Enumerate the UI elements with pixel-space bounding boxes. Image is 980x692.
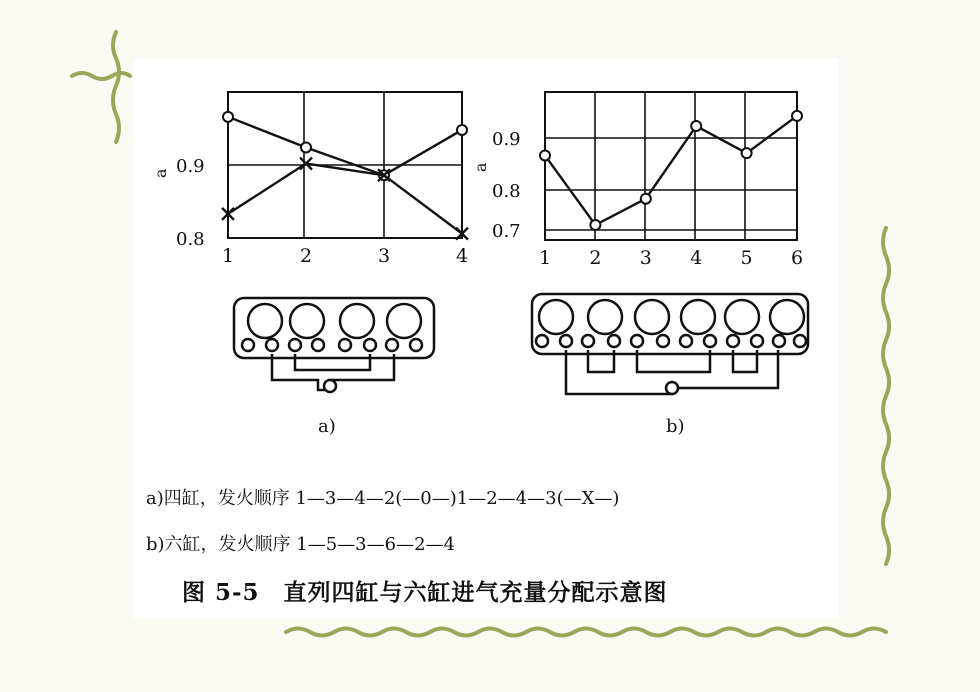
data-point-circle: [223, 112, 233, 122]
y-tick-label: 0.7: [492, 221, 521, 242]
valve-port: [386, 339, 398, 351]
data-point-circle: [742, 148, 752, 158]
y-tick-label: 0.8: [176, 229, 205, 250]
valve-port: [410, 339, 422, 351]
valve-port: [266, 339, 278, 351]
valve-port: [289, 339, 301, 351]
engine-block: [532, 294, 808, 354]
valve-port: [608, 335, 620, 347]
valve-port: [704, 335, 716, 347]
series-line: [228, 117, 462, 175]
chart-b-subplot-label: b): [666, 416, 685, 437]
cylinder-bore: [635, 300, 669, 334]
x-tick-label: 3: [639, 247, 652, 269]
cylinder-bore: [340, 304, 374, 338]
engine-a-schematic: [234, 298, 434, 392]
cylinder-bore: [770, 300, 804, 334]
data-point-circle: [457, 125, 467, 135]
data-point-circle: [641, 194, 651, 204]
data-point-circle: [691, 121, 701, 131]
x-tick-label: 6: [790, 247, 804, 269]
cylinder-bore: [248, 304, 282, 338]
x-tick-label: 1: [538, 247, 552, 269]
cylinder-bore: [290, 304, 324, 338]
x-tick-label: 1: [221, 245, 235, 267]
valve-port: [582, 335, 594, 347]
cylinder-bore: [725, 300, 759, 334]
series-line: [545, 116, 797, 225]
data-point-circle: [540, 150, 550, 160]
x-tick-label: 2: [299, 245, 313, 267]
caption-line-b: b)六缸，发火顺序 1—5—3—6—2—4: [146, 534, 455, 555]
valve-port: [364, 339, 376, 351]
cylinder-bore: [588, 300, 622, 334]
plot-frame: [545, 92, 797, 240]
valve-port: [560, 335, 572, 347]
valve-port: [773, 335, 785, 347]
valve-port: [312, 339, 324, 351]
x-tick-label: 4: [690, 247, 703, 269]
manifold-inlet: [666, 382, 678, 394]
valve-port: [339, 339, 351, 351]
chart-a: [151, 92, 468, 267]
cylinder-bore: [387, 304, 421, 338]
cylinder-bore: [539, 300, 573, 334]
valve-port: [657, 335, 669, 347]
engine-b-schematic: [532, 294, 808, 394]
caption-line-a: a)四缸，发火顺序 1—3—4—2(—0—)1—2—4—3(—X—): [146, 488, 620, 509]
valve-port: [242, 339, 254, 351]
y-axis-label: a: [151, 168, 170, 178]
figure-title: 图 5-5 直列四缸与六缸进气充量分配示意图: [182, 579, 668, 606]
x-tick-label: 5: [740, 247, 753, 269]
data-point-circle: [301, 142, 311, 152]
valve-port: [680, 335, 692, 347]
x-tick-label: 3: [377, 245, 391, 267]
valve-port: [727, 335, 739, 347]
y-tick-label: 0.9: [492, 129, 521, 150]
valve-port: [631, 335, 643, 347]
chart-a-subplot-label: a): [318, 416, 336, 437]
y-tick-label: 0.8: [492, 181, 521, 202]
manifold-inlet: [324, 380, 336, 392]
series-line: [228, 164, 462, 234]
y-tick-label: 0.9: [176, 156, 205, 177]
valve-port: [794, 335, 806, 347]
engine-block: [234, 298, 434, 358]
chart-b: [471, 92, 803, 269]
data-point-circle: [590, 220, 600, 230]
valve-port: [536, 335, 548, 347]
cylinder-bore: [681, 300, 715, 334]
valve-port: [751, 335, 763, 347]
x-tick-label: 4: [455, 245, 469, 267]
y-axis-label: a: [471, 162, 490, 172]
x-tick-label: 2: [589, 247, 602, 269]
data-point-circle: [792, 111, 802, 121]
